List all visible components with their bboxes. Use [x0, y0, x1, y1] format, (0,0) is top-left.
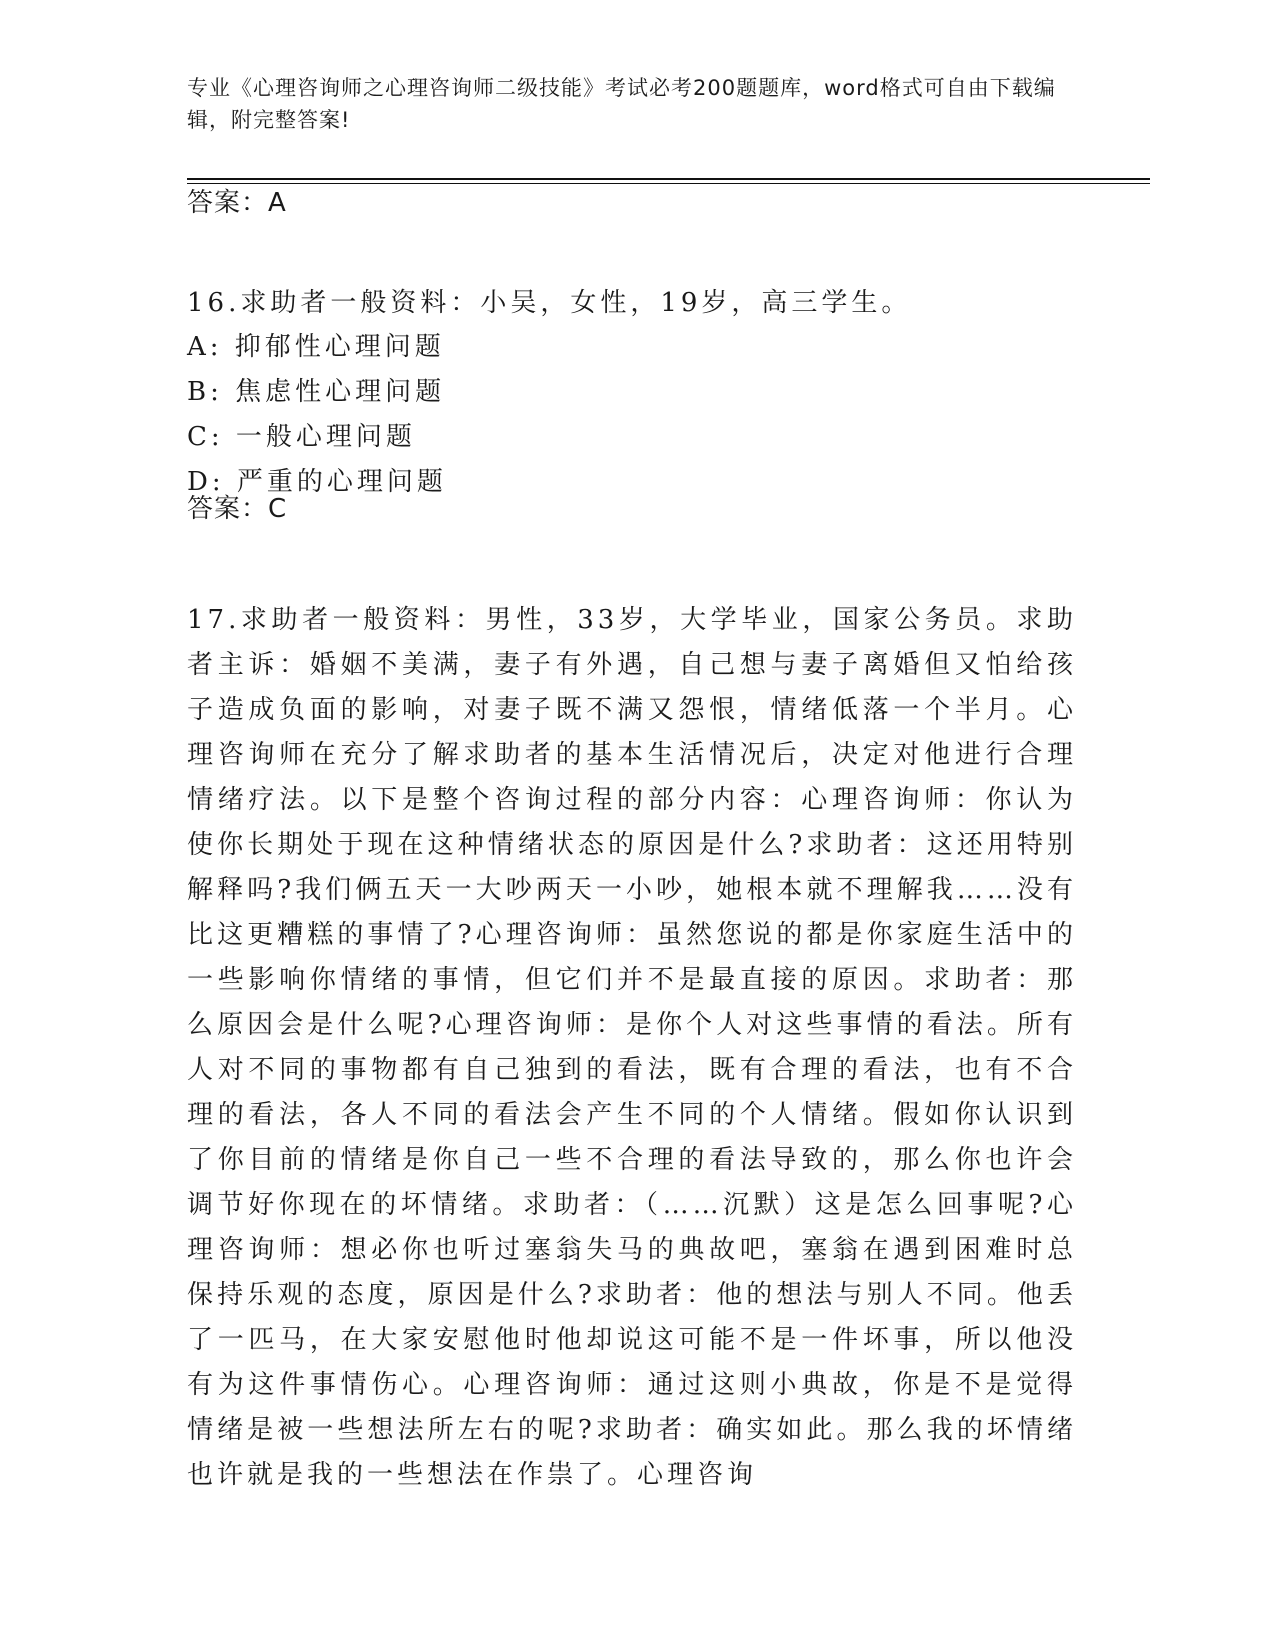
question-17-text: 17.求助者一般资料：男性，33岁，大学毕业，国家公务员。求助者主诉：婚姻不美满，妻子有外遇，自己想与妻子离婚但又怕给孩子造成负面的影响，对妻子既不满又怨恨，情绪低落一个半月。心理咨询师在充分了解求助者的基本生活情况后，决定对他进行合理情绪疗法。以下是整个咨询过程的部分内容：心理咨询师：你认为使你长期处于现在这种情绪状态的原因是什么?求助者：这还用特别解释吗?我们俩五天一大吵两天一小吵，她根本就不理解我……没有比这更糟糕的事情了?心理咨询师：虽然您说的都是你家庭生活中的一些影响你情绪的事情，但它们并不是最直接的原因。求助者：那么原因会是什么呢?心理咨询师：是你个人对这些事情的看法。所有人对不同的事物都有自己独到的看法，既有合理的看法，也有不合理的看法，各人不同的看法会产生不同的个人情绪。假如你认识到了你目前的情绪是你自己一些不合理的看法导致的，那么你也许会调节好你现在的坏情绪。求助者：（……沉默）这是怎么回事呢?心理咨询师：想必你也听过塞翁失马的典故吧，塞翁在遇到困难时总保持乐观的态度，原因是什么?求助者：他的想法与别人不同。他丢了一匹马，在大家安慰他时他却说这可能不是一件坏事，所以他没有为这件事情伤心。心理咨询师：通过这则小典故，你是不是觉得情绪是被一些想法所左右的呢?求助者：确实如此。那么我的坏情绪也许就是我的一些想法在作祟了。心理咨询 [187, 605, 1077, 1490]
header-rule-thick [187, 178, 1150, 180]
answer-16: 答案：C [187, 494, 288, 524]
question-16-stem: 16.求助者一般资料：小吴，女性，19岁，高三学生。 [187, 288, 912, 318]
answer-previous: 答案：A [187, 188, 287, 218]
option-c: C: 一般心理问题 [187, 422, 416, 452]
question-16-options [187, 325, 447, 505]
document-header: 专业《心理咨询师之心理咨询师二级技能》考试必考200题题库，word格式可自由下载编辑，附完整答案! [187, 76, 1056, 132]
option-b: B: 焦虑性心理问题 [187, 377, 446, 407]
option-a: A: 抑郁性心理问题 [187, 332, 445, 362]
header-rule-thin [187, 183, 1150, 184]
option-d: D: 严重的心理问题 [187, 467, 447, 497]
